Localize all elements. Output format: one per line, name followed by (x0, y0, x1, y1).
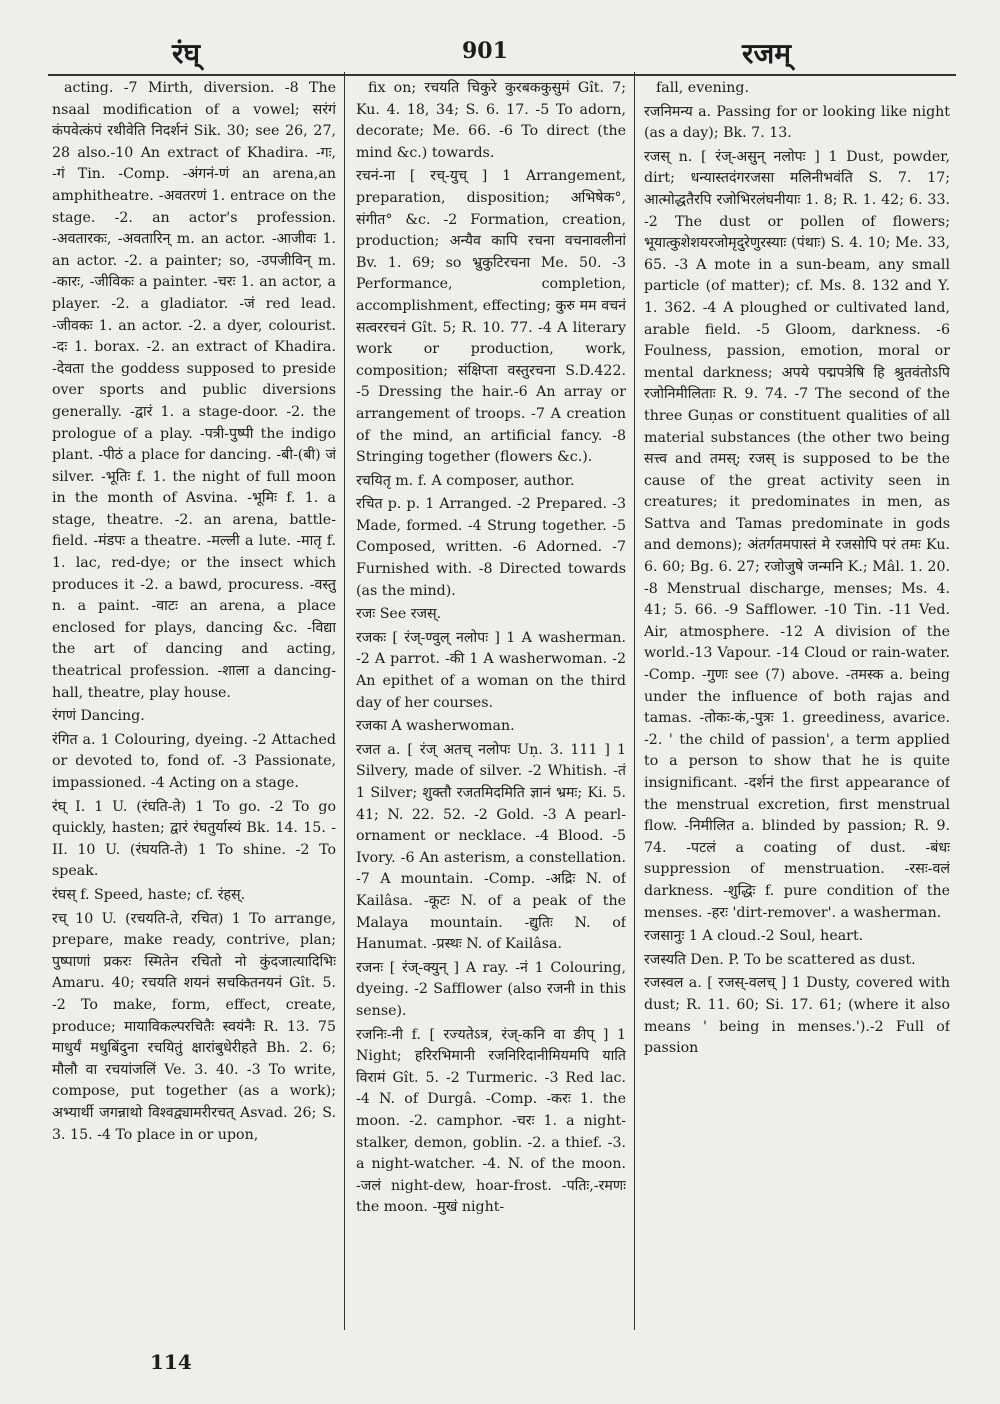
entry: रजस्वल a. [ रजस्-वलच् ] 1 Dusty, covered with dust; R. 11. 60; Si. 17. 61; (where it also means ' being in menses.').-2 Full of passion (644, 975, 950, 1057)
entry: रच् 10 U. (रचयति-ते, रचित) 1 To arrange, prepare, make ready, contrive, plan; पुष्पाणां प्रकरः स्मितेन रचितो नो कुंदजात्यादिभिः Amaru. 40; रचयति शयनं सचकितनयनं Gît. 5. -2 To make, form, effect, create, produce; मायाविकल्परचितैः स्वयंनैः R. 13. 75 माधुर्यं मधुबिंदुना रचयितुं क्षारांबुधेरीहते Bh. 2. 6; मौलौ वा रचयांजलिं Ve. 3. 40. -3 To write, compose, put together (as a work); अभ्यार्थी जगन्नाथो विश्वद्व्यामरीरचत् Asvad. 26; S. 3. 15. -4 To place in or upon, (52, 910, 336, 1143)
header-rule (48, 74, 956, 76)
column-divider (344, 72, 345, 1330)
paragraph: acting. -7 Mirth, diversion. -8 The nsaal modification of a vowel; सरंगं कंपवेत्कंपं रथीवेति निदर्शनं Sik. 30; see 26, 27, 28 also.-10 An extract of Khadira. -गः, -गं Tin. -Comp. -अंगनं-णं an arena,an amphitheatre. -अवतरणं 1. entrace on the stage. -2. an actor's profession. -अवतारकः, -अवतारिन् m. an actor. -आजीवः 1. an actor. -2. a painter; so, -उपजीविन् m. -कारः, -जीविकः a painter. -चरः 1. an actor, a player. -2. a gladiator. -जं red lead. -जीवकः 1. an actor. -2. a dyer, colourist. -दः 1. borax. -2. an extract of Khadira. -देवता the goddess supposed to preside over sports and public diversions generally. -द्वारं 1. a stage-door. -2. the prologue of a play. -पत्री-पुष्पी the indigo plant. -पीठं a place for dancing. -बी-(बी) जं silver. -भूतिः f. 1. the night of full moon in the month of Asvina. -भूमिः f. 1. a stage, theatre. -2. an arena, battle-field. -मंडपः a theatre. -मल्ली a lute. -मातृ f. 1. lac, red-dye; or the insect which produces it -2. a bawd, procuress. -वस्तु n. a paint. -वाटः an arena, a place enclosed for plays, dancing &c. -विद्या the art of dancing and acting, theatrical profession. -शाला a dancing-hall, theatre, play house. (52, 80, 336, 701)
entry: रजनिमन्य a. Passing for or looking like night (as a day); Bk. 7. 13. (644, 103, 950, 142)
entry: रजत a. [ रंज् अतच् नलोपः Uṇ. 3. 111 ] 1 Silvery, made of silver. -2 Whitish. -तं 1 Silver; शुक्तौ रजतमिदमिति ज्ञानं भ्रमः; Ki. 5. 41; N. 22. 52. -2 Gold. -3 A pearl-ornament or necklace. -4 Blood. -5 Ivory. -6 An asterism, a constellation. -7 A mountain. -Comp. -अद्रिः N. of Kailâsa. -कूटः N. of a peak of the Malaya mountain. -द्युतिः N. of Hanumat. -प्रस्थः N. of Kailâsa. (356, 741, 626, 953)
column-3 (644, 78, 950, 1346)
entry: रंघ् I. 1 U. (रंघति-ते) 1 To go. -2 To go quickly, hasten; द्वारं रंघतुर्यास्यं Bk. 14. 15. -II. 10 U. (रंघयति-ते) 1 To shine. -2 To speak. (52, 798, 336, 880)
left-running-headword: रंघ् (172, 37, 201, 70)
entry: रजसानुः 1 A cloud.-2 Soul, heart. (644, 928, 864, 945)
entry: रजनिः-नी f. [ रज्यतेऽत्र, रंज्-कनि वा ङीप् ] 1 Night; हरिरभिमानी रजनिरिदानीमियमपि याति विरामं Gît. 5. -2 Turmeric. -3 Red lac. -4 N. of Durgâ. -Comp. -करः 1. the moon. -2. camphor. -चरः 1. a night-stalker, demon, goblin. -2. a thief. -3. a night-watcher. -4. N. of the moon. -जलं night-dew, hoar-frost. -पतिः,-रमणः the moon. -मुखं night- (356, 1026, 626, 1216)
entry: रजकः [ रंज्-ण्वुल् नलोपः ] 1 A washerman. -2 A parrot. -की 1 A washerwoman. -2 An epithet of a woman on the third day of her courses. (356, 629, 626, 711)
entry: रजः See रजस्. (356, 606, 442, 623)
column-2 (356, 78, 626, 1346)
entry: रचित p. p. 1 Arranged. -2 Prepared. -3 Made, formed. -4 Strung together. -5 Composed, written. -6 Adorned. -7 Furnished with. -8 Directed towards (as the mind). (356, 496, 626, 599)
entry: रजका A washerwoman. (356, 718, 515, 735)
entry: रचयितृ m. f. A composer, author. (356, 472, 575, 489)
entry: रंघस् f. Speed, haste; cf. रंहस्. (52, 886, 246, 903)
column-1 (52, 78, 336, 1346)
entry: रंगणं Dancing. (52, 708, 145, 725)
paragraph: fall, evening. (656, 80, 750, 96)
right-running-headword: रजम् (742, 37, 791, 70)
entry: रचनं-ना [ रच्-युच् ] 1 Arrangement, preparation, disposition; अभिषेक°, संगीत° &c. -2 Formation, creation, production; अन्यैव कापि रचना वचनावलीनां Bv. 1. 69; so भ्रुकुटिरचना Me. 50. -3 Performance, completion, accomplishment, effecting; कुरु मम वचनं सत्वररचनं Gît. 5; R. 10. 77. -4 A literary work or production, work, composition; संक्षिप्ता वस्तुरचना S.D.422. -5 Dressing the hair.-6 An array or arrangement of troops. -7 A creation of the mind, an artificial fancy. -8 Stringing together (flowers &c.). (356, 168, 626, 466)
entry: रजस् n. [ रंज्-असुन् नलोपः ] 1 Dust, powder, dirt; धन्यास्तदंगरजसा मलिनीभवंति S. 7. 17; आत्मोद्धतैरपि रजोभिरलंघनीयाः 1. 8; R. 1. 42; 6. 33. -2 The dust or pollen of flowers; भूयात्कुशेशयरजोमृदुरेणुरस्याः (पंथाः) S. 4. 10; Me. 33, 65. -3 A mote in a sun-beam, any small particle (of matter); cf. Ms. 8. 132 and Y. 1. 362. -4 A ploughed or cultivated land, arable field. -5 Gloom, darkness. -6 Foulness, passion, emotion, moral or mental darkness; अपये पद्मपत्रेषि हि श्रुतवंतोऽपि रजोनिमीलिताः R. 9. 74. -7 The second of the three Guṇas or constituent qualities of all material substances (the other two being सत्त्व and तमस्; रजस् is supposed to be the cause of the great activity seen in creatures; it predominates in men, as Sattva and Tamas predominate in gods and demons); अंतर्गतमपास्तं मे रजसोपि परं तमः Ku. 6. 60; Bg. 6. 27; रजोजुषे जन्मनि K.; Mâl. 1. 20. -8 Menstrual discharge, menses; Ms. 4. 41; 5. 66. -9 Safflower. -10 Tin. -11 Ved. Air, atmosphere. -12 A division of the world.-13 Vapour. -14 Cloud or rain-water. -Comp. -गुणः see (7) above. -तमस्क a. being under the influence of both rajas and tamas. -तोकः-कं,-पुत्रः 1. greediness, avarice. -2. ' the child of passion', a term applied to a person to show that he is quite insignificant. -दर्शनं the first appearance of the menstrual excretion, first menstrual flow. -निमीलित a. blinded by passion; R. 9. 74. -पटलं a coating of dust. -बंधः suppression of menstruation. -रसः-वलं darkness. -शुद्धिः f. pure condition of the menses. -हरः 'dirt-remover'. a washerman. (644, 148, 950, 921)
entry: रजनः [ रंज्-क्युन् ] A ray. -नं 1 Colouring, dyeing. -2 Safflower (also रजनी in this sense). (356, 959, 626, 1019)
entry: रंगित a. 1 Colouring, dyeing. -2 Attached or devoted to, fond of. -3 Passionate, impassioned. -4 Acting on a stage. (52, 731, 336, 791)
page-header (0, 34, 1000, 74)
paragraph: fix on; रचयति चिकुरे कुरबककुसुमं Gît. 7; Ku. 4. 18, 34; S. 6. 17. -5 To adorn, decorate; Me. 66. -6 To direct (the mind &c.) towards. (356, 80, 626, 161)
page-number: 901 (462, 38, 508, 64)
column-divider (634, 72, 635, 1330)
signature-mark: 114 (150, 1350, 192, 1374)
entry: रजस्यति Den. P. To be scattered as dust. (644, 951, 916, 968)
